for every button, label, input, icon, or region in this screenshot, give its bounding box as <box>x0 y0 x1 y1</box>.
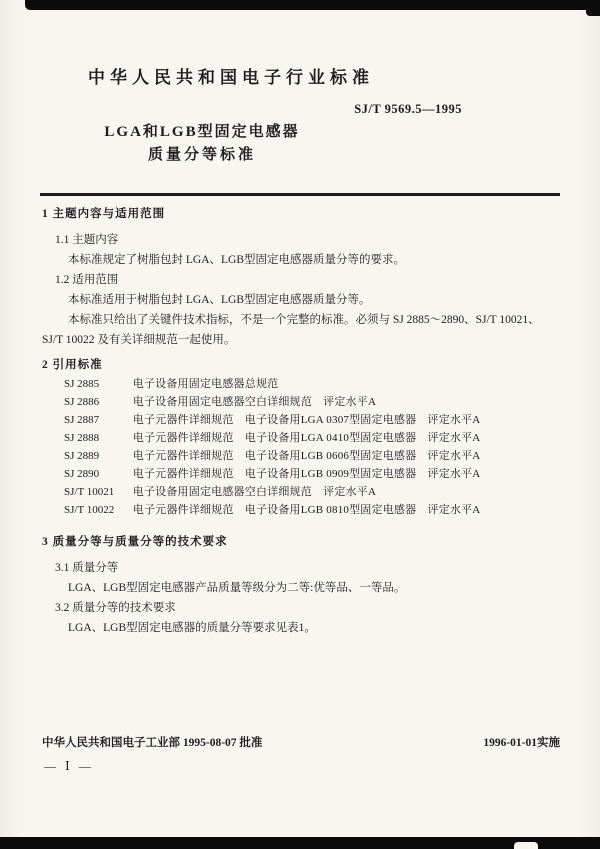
standard-number: SJ/T 9569.5—1995 <box>354 102 462 116</box>
reference-item <box>64 411 560 429</box>
section-1-heading: 1 主题内容与适用范围 <box>42 208 166 220</box>
reference-text: 电子元器件详细规范 电子设备用LGB 0909型固定电感器 评定水平A <box>132 468 481 480</box>
section-1-2-heading: 1.2 适用范围 <box>55 274 119 286</box>
reference-text: 电子元器件详细规范 电子设备用LGA 0307型固定电感器 评定水平A <box>132 414 481 426</box>
reference-text: 电子元器件详细规范 电子设备用LGB 0606型固定电感器 评定水平A <box>132 450 481 462</box>
reference-text: 电子设备用固定电感器空白详细规范 评定水平A <box>132 396 377 408</box>
scan-edge-top <box>25 0 600 10</box>
reference-code: SJ 2885 <box>64 378 100 390</box>
org-title: 中华人民共和国电子行业标准 <box>88 68 374 87</box>
reference-code: SJ/T 10021 <box>64 486 115 498</box>
scan-edge-bottom-notch <box>514 842 538 849</box>
section-3-1-heading: 3.1 质量分等 <box>55 562 119 574</box>
implementation-date: 1996-01-01实施 <box>483 737 560 749</box>
reference-text: 电子元器件详细规范 电子设备用LGB 0810型固定电感器 评定水平A <box>132 504 481 516</box>
reference-text: 电子设备用固定电感器总规范 <box>132 378 279 390</box>
reference-code: SJ 2890 <box>64 468 100 480</box>
section-1-1-paragraph: 本标准规定了树脂包封 LGA、LGB型固定电感器质量分等的要求。 <box>68 254 406 266</box>
reference-item <box>64 447 560 465</box>
reference-item <box>64 465 560 483</box>
document-body <box>42 204 560 638</box>
reference-code: SJ 2888 <box>64 432 100 444</box>
page-number: — Ⅰ — <box>44 759 94 773</box>
reference-code: SJ 2886 <box>64 396 100 408</box>
section-1-2-paragraph-2: 本标准只给出了关键件技术指标，不是一个完整的标准。必须与 SJ 2885～2890、SJ/T 10021、SJ/T 10022 及有关详细规范一起使用。 <box>42 314 540 346</box>
section-3-2-paragraph: LGA、LGB型固定电感器的质量分等要求见表1。 <box>68 622 316 634</box>
reference-item <box>64 375 560 393</box>
section-2-heading: 2 引用标准 <box>42 359 103 371</box>
scan-edge-bottom <box>0 837 600 849</box>
approval-note: 中华人民共和国电子工业部 1995-08-07 批准 <box>42 737 263 749</box>
reference-item <box>64 429 560 447</box>
reference-code: SJ 2887 <box>64 414 100 426</box>
reference-code: SJ/T 10022 <box>64 504 115 516</box>
reference-item <box>64 483 560 501</box>
reference-item <box>64 393 560 411</box>
reference-text: 电子设备用固定电感器空白详细规范 评定水平A <box>132 486 377 498</box>
document-title-line1: LGA和LGB型固定电感器 <box>104 124 300 140</box>
header-rule <box>40 193 560 196</box>
reference-item <box>64 501 560 519</box>
section-1-2-paragraph: 本标准适用于树脂包封 LGA、LGB型固定电感器质量分等。 <box>68 294 371 306</box>
section-3-2-heading: 3.2 质量分等的技术要求 <box>55 602 176 614</box>
reference-list <box>42 375 560 519</box>
section-3-1-paragraph: LGA、LGB型固定电感器产品质量等级分为二等:优等品、一等品。 <box>68 582 406 594</box>
document-title-line2: 质量分等标准 <box>147 147 256 163</box>
scan-edge-top-right <box>586 0 600 16</box>
section-1-1-heading: 1.1 主题内容 <box>55 234 119 246</box>
section-3-heading: 3 质量分等与质量分等的技术要求 <box>42 536 228 548</box>
reference-text: 电子元器件详细规范 电子设备用LGA 0410型固定电感器 评定水平A <box>132 432 481 444</box>
reference-code: SJ 2889 <box>64 450 100 462</box>
